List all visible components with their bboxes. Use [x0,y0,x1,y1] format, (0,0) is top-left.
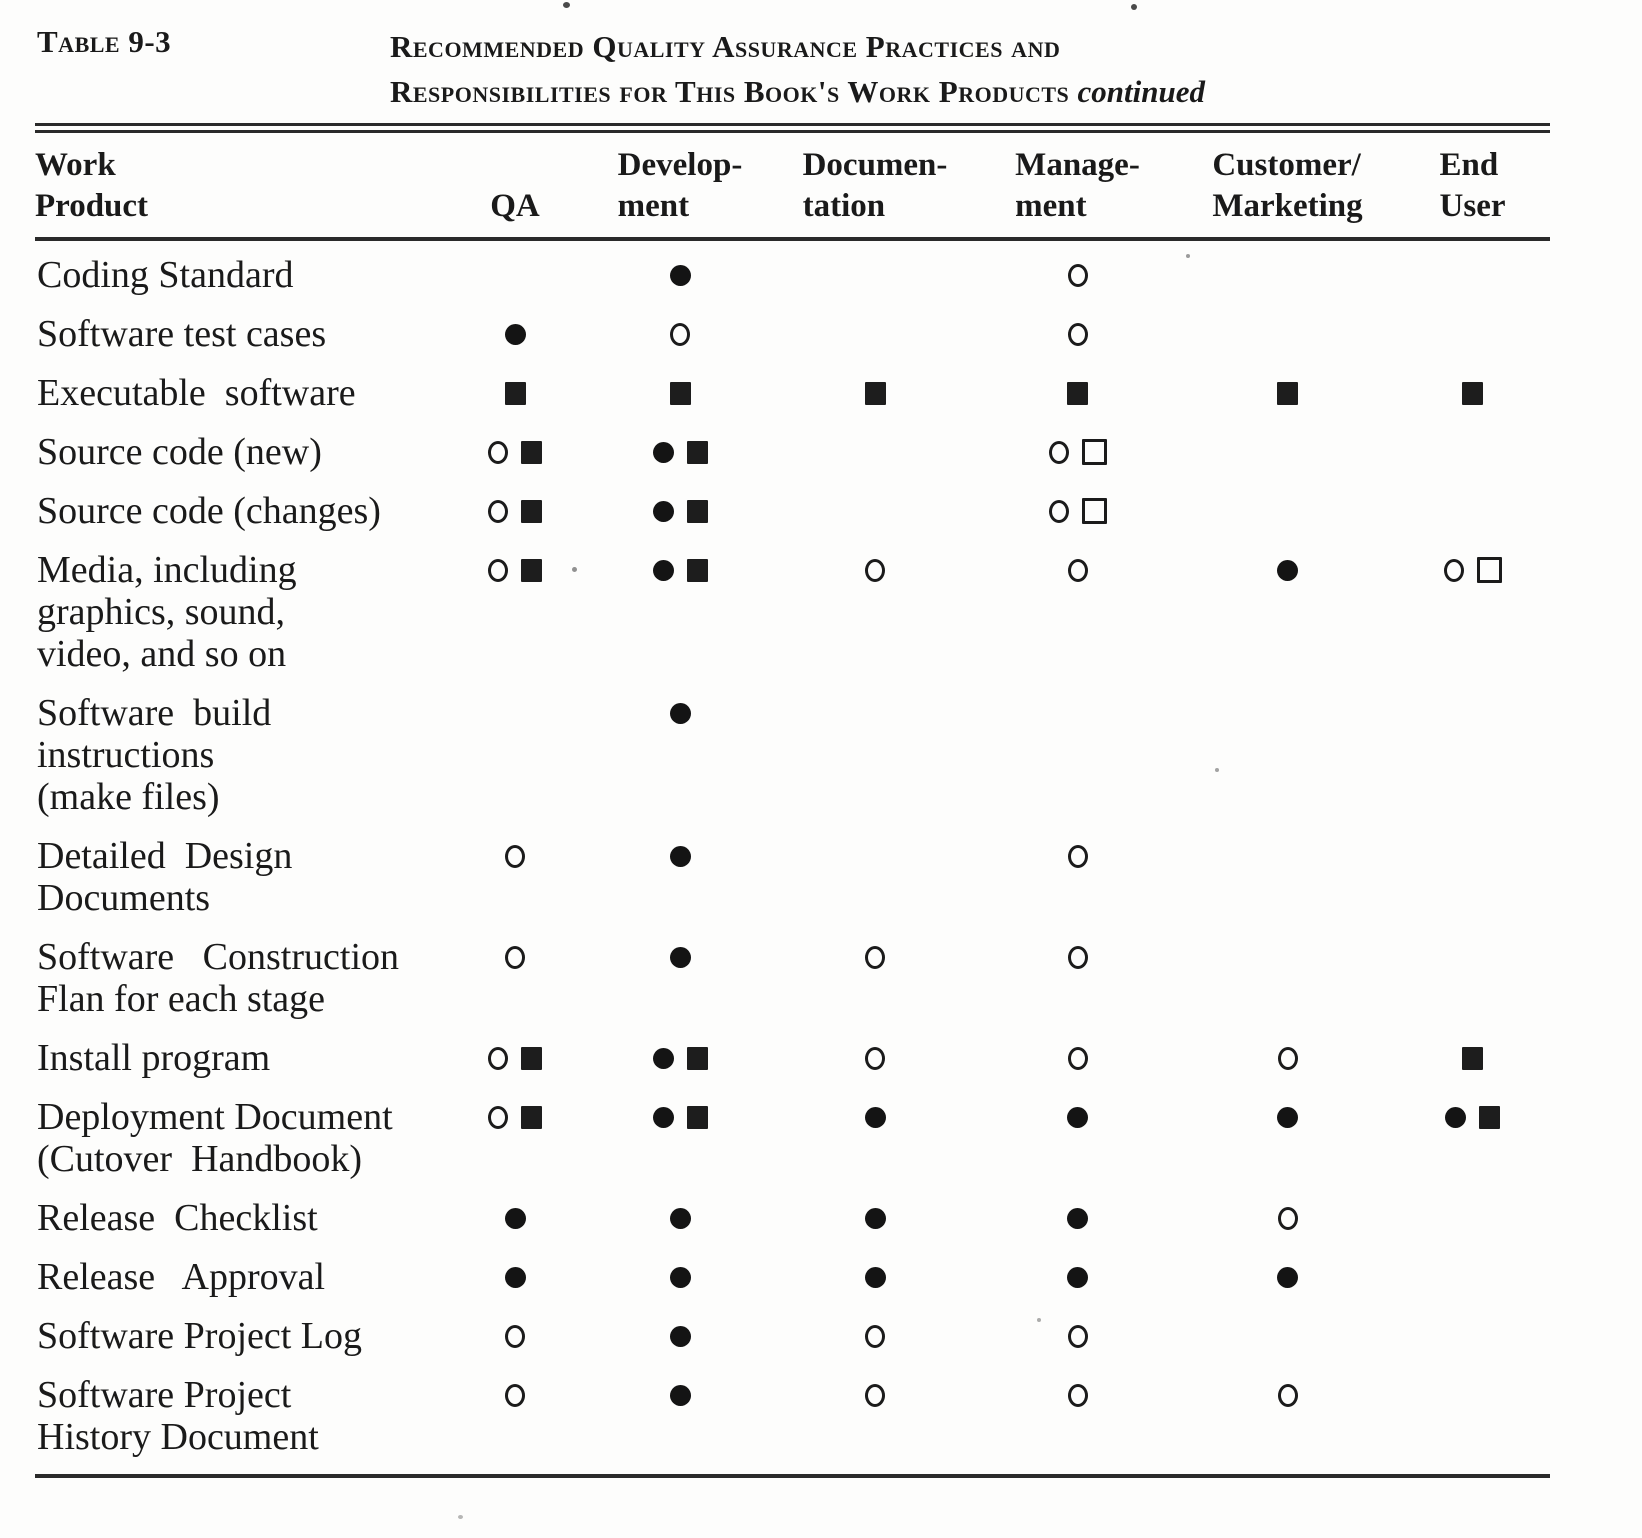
work-product-label [35,826,445,927]
responsibility-cell [775,826,975,927]
text-line: Release Checklist [37,1197,318,1239]
responsibility-cell [1180,481,1395,540]
work-product-label [35,239,445,304]
table-title-line2-text: Responsibilities for This Book's Work Products [390,74,1070,109]
responsibility-cell [585,1028,775,1087]
filled-circle-icon [670,1385,691,1406]
responsibility-cell [1180,826,1395,927]
open-circle-icon [865,1325,885,1348]
text-line: Documen- [802,147,948,183]
filled-square-icon [521,441,542,464]
text-line: End [1439,147,1499,183]
responsibility-cell [585,1365,775,1466]
work-product-label [35,683,445,826]
open-circle-icon [1444,559,1464,582]
scan-speck [563,2,570,8]
filled-circle-icon [653,560,674,581]
table-row [35,1365,1550,1466]
responsibility-cell [1395,1087,1550,1188]
column-header-documen-tation [775,133,975,239]
responsibility-cell [445,927,585,1028]
table-row [35,363,1550,422]
filled-circle-icon [670,947,691,968]
responsibility-cell [975,1247,1180,1306]
responsibility-cell [975,363,1180,422]
table-title-line2 [390,69,1205,114]
filled-circle-icon [505,1208,526,1229]
responsibility-cell [975,683,1180,826]
filled-square-icon [1067,382,1088,405]
filled-square-icon [670,382,691,405]
continued-marker: continued [1077,74,1206,109]
column-header-end-user [1395,133,1550,239]
responsibility-cell [1180,1188,1395,1247]
filled-circle-icon [670,846,691,867]
table-title-line1: Recommended Quality Assurance Practices and [390,29,1061,64]
responsibility-cell [775,1365,975,1466]
responsibility-cell [1180,683,1395,826]
table-row [35,1028,1550,1087]
responsibility-cell [975,540,1180,683]
responsibility-cell [1395,1306,1550,1365]
responsibility-cell [585,826,775,927]
table-row [35,422,1550,481]
text-line: Deployment Document [37,1096,393,1138]
filled-square-icon [687,1047,708,1070]
responsibility-cell [1180,422,1395,481]
text-line: Detailed Design [37,835,293,877]
open-circle-icon [1049,500,1069,523]
open-circle-icon [1068,946,1088,969]
text-line: graphics, sound, [37,591,286,633]
filled-circle-icon [670,1326,691,1347]
responsibility-cell [775,239,975,304]
open-circle-icon [865,1047,885,1070]
responsibility-cell [775,1087,975,1188]
open-circle-icon [488,500,508,523]
responsibility-cell [585,363,775,422]
text-line: video, and so on [37,633,287,675]
table-row [35,1306,1550,1365]
text-line: ment [617,188,690,224]
responsibility-cell [445,540,585,683]
filled-square-icon [687,1106,708,1129]
work-product-label [35,422,445,481]
responsibility-cell [975,826,1180,927]
responsibility-cell [1180,1247,1395,1306]
column-header-text [1212,145,1362,227]
filled-circle-icon [1445,1107,1466,1128]
text-line: Product [35,188,149,224]
responsibility-cell [445,683,585,826]
responsibility-cell [1180,239,1395,304]
bottom-rule [35,1474,1550,1478]
responsibility-cell [1180,1028,1395,1087]
table-header [35,133,1550,239]
open-square-icon [1082,498,1107,524]
open-circle-icon [1278,1384,1298,1407]
responsibility-cell [775,1306,975,1365]
open-square-icon [1477,557,1502,583]
filled-square-icon [521,1047,542,1070]
open-circle-icon [488,441,508,464]
scan-speck [458,1515,463,1519]
filled-circle-icon [865,1208,886,1229]
responsibility-cell [1180,927,1395,1028]
filled-circle-icon [505,324,526,345]
responsibility-cell [585,1087,775,1188]
text-line: ment [1015,188,1087,224]
title-block [0,0,1642,114]
responsibility-cell [775,1247,975,1306]
table-row [35,540,1550,683]
table-row [35,1087,1550,1188]
column-header-qa [445,133,585,239]
work-product-label [35,927,445,1028]
responsibility-cell [585,239,775,304]
responsibility-cell [1395,1028,1550,1087]
text-line: Source code (changes) [37,490,381,532]
open-circle-icon [1049,441,1069,464]
responsibility-cell [975,1365,1180,1466]
responsibility-cell [1395,540,1550,683]
text-line: (make files) [37,776,220,818]
open-circle-icon [865,559,885,582]
text-line: Software Construction [37,936,400,978]
text-line: Coding Standard [37,254,294,296]
filled-circle-icon [653,442,674,463]
table-row [35,304,1550,363]
responsibility-cell [445,1028,585,1087]
filled-square-icon [521,559,542,582]
open-circle-icon [1068,1384,1088,1407]
text-line: Develop- [617,147,743,183]
open-circle-icon [505,845,525,868]
responsibility-cell [585,304,775,363]
responsibility-cell [445,481,585,540]
column-header-develop-ment [585,133,775,239]
column-header-text [35,145,148,227]
scan-speck [1215,768,1219,772]
column-header-text [490,186,540,227]
open-circle-icon [865,946,885,969]
qa-practices-table [35,133,1550,1466]
work-product-label [35,540,445,683]
responsibility-cell [1395,422,1550,481]
responsibility-cell [1180,540,1395,683]
responsibility-cell [1395,1247,1550,1306]
open-circle-icon [505,1384,525,1407]
column-header-manage-ment [975,133,1180,239]
open-circle-icon [1278,1207,1298,1230]
table-row [35,826,1550,927]
column-header-work-product [35,133,445,239]
responsibility-cell [775,422,975,481]
text-line: tation [802,188,886,224]
responsibility-cell [975,1188,1180,1247]
text-line: Executable software [37,372,356,414]
work-product-label [35,1087,445,1188]
responsibility-cell [775,304,975,363]
table-row [35,1188,1550,1247]
text-line: Work [35,147,116,183]
responsibility-cell [975,1087,1180,1188]
filled-circle-icon [670,265,691,286]
text-line: Install program [37,1037,271,1079]
filled-square-icon [521,1106,542,1129]
responsibility-cell [1395,239,1550,304]
scan-speck [1186,254,1190,258]
responsibility-cell [1180,1306,1395,1365]
work-product-label [35,1306,445,1365]
text-line: Customer/ [1212,147,1361,183]
responsibility-cell [1395,363,1550,422]
filled-square-icon [505,382,526,405]
open-circle-icon [505,1325,525,1348]
filled-square-icon [1462,1047,1483,1070]
work-product-label [35,1247,445,1306]
responsibility-cell [975,304,1180,363]
responsibility-cell [585,540,775,683]
work-product-label [35,1028,445,1087]
responsibility-cell [775,481,975,540]
column-header-text [618,145,743,227]
filled-circle-icon [653,501,674,522]
responsibility-cell [975,422,1180,481]
scan-speck [1037,1318,1041,1322]
text-line: Manage- [1015,147,1140,183]
responsibility-cell [585,481,775,540]
text-line: (Cutover Handbook) [37,1138,363,1180]
responsibility-cell [585,1247,775,1306]
responsibility-cell [975,481,1180,540]
open-circle-icon [488,559,508,582]
open-circle-icon [1068,559,1088,582]
text-line: QA [490,188,540,224]
responsibility-cell [445,304,585,363]
open-circle-icon [1068,845,1088,868]
responsibility-cell [1395,683,1550,826]
text-line: Release Approval [37,1256,326,1298]
open-circle-icon [670,323,690,346]
responsibility-cell [445,1306,585,1365]
responsibility-cell [445,363,585,422]
table-row [35,927,1550,1028]
responsibility-cell [1180,304,1395,363]
filled-square-icon [521,500,542,523]
responsibility-cell [975,1306,1180,1365]
top-rule [35,123,1550,133]
scan-speck [1131,4,1137,10]
column-header-customer-marketing [1180,133,1395,239]
table-number-label: Table 9-3 [37,24,172,59]
responsibility-cell [775,683,975,826]
text-line: Marketing [1212,188,1363,224]
filled-square-icon [687,441,708,464]
filled-circle-icon [1067,1267,1088,1288]
responsibility-cell [775,1028,975,1087]
responsibility-cell [445,1087,585,1188]
text-line: Software build [37,692,272,734]
filled-circle-icon [670,1208,691,1229]
work-product-label [35,481,445,540]
responsibility-cell [445,239,585,304]
filled-square-icon [687,500,708,523]
work-product-label [35,1365,445,1466]
filled-circle-icon [865,1267,886,1288]
filled-circle-icon [505,1267,526,1288]
open-circle-icon [1068,1325,1088,1348]
responsibility-cell [1395,1365,1550,1466]
column-header-text [1440,145,1506,227]
open-circle-icon [1068,264,1088,287]
responsibility-cell [445,826,585,927]
responsibility-cell [1180,1087,1395,1188]
open-circle-icon [505,946,525,969]
open-circle-icon [1278,1047,1298,1070]
text-line: Flan for each stage [37,978,326,1020]
responsibility-cell [775,1188,975,1247]
responsibility-cell [585,1188,775,1247]
responsibility-cell [975,927,1180,1028]
responsibility-cell [1395,826,1550,927]
filled-circle-icon [1067,1208,1088,1229]
table-row [35,683,1550,826]
responsibility-cell [775,927,975,1028]
responsibility-cell [1395,1188,1550,1247]
filled-circle-icon [1277,1267,1298,1288]
text-line: Documents [37,877,211,919]
filled-circle-icon [670,1267,691,1288]
filled-circle-icon [653,1048,674,1069]
text-line: Source code (new) [37,431,322,473]
responsibility-cell [775,363,975,422]
responsibility-cell [1180,363,1395,422]
responsibility-cell [1395,927,1550,1028]
filled-circle-icon [670,703,691,724]
responsibility-cell [775,540,975,683]
filled-circle-icon [1277,560,1298,581]
work-product-label [35,304,445,363]
responsibility-cell [445,422,585,481]
text-line: Media, including [37,549,297,591]
table-body [35,239,1550,1466]
responsibility-cell [585,422,775,481]
filled-circle-icon [1067,1107,1088,1128]
open-circle-icon [1068,323,1088,346]
open-circle-icon [488,1106,508,1129]
work-product-label [35,1188,445,1247]
filled-square-icon [1462,382,1483,405]
header-row [35,133,1550,239]
text-line: History Document [37,1416,319,1458]
responsibility-cell [1180,1365,1395,1466]
scan-speck [572,567,577,572]
responsibility-cell [1395,304,1550,363]
responsibility-cell [445,1188,585,1247]
text-line: instructions [37,734,215,776]
table-row [35,239,1550,304]
filled-circle-icon [1277,1107,1298,1128]
work-product-label [35,363,445,422]
table-row [35,1247,1550,1306]
open-square-icon [1082,439,1107,465]
responsibility-cell [975,239,1180,304]
filled-square-icon [1479,1106,1500,1129]
open-circle-icon [488,1047,508,1070]
column-header-text [803,145,948,227]
filled-circle-icon [865,1107,886,1128]
responsibility-cell [975,1028,1180,1087]
text-line: Software test cases [37,313,327,355]
filled-square-icon [1277,382,1298,405]
text-line: Software Project Log [37,1315,363,1357]
responsibility-cell [1395,481,1550,540]
responsibility-cell [585,927,775,1028]
table-title [390,24,1205,114]
filled-square-icon [865,382,886,405]
responsibility-cell [445,1365,585,1466]
table-row [35,481,1550,540]
text-line: Software Project [37,1374,292,1416]
responsibility-cell [445,1247,585,1306]
open-circle-icon [1068,1047,1088,1070]
column-header-text [1015,145,1140,227]
filled-circle-icon [653,1107,674,1128]
open-circle-icon [865,1384,885,1407]
filled-square-icon [687,559,708,582]
responsibility-cell [585,683,775,826]
responsibility-cell [585,1306,775,1365]
text-line: User [1439,188,1506,224]
